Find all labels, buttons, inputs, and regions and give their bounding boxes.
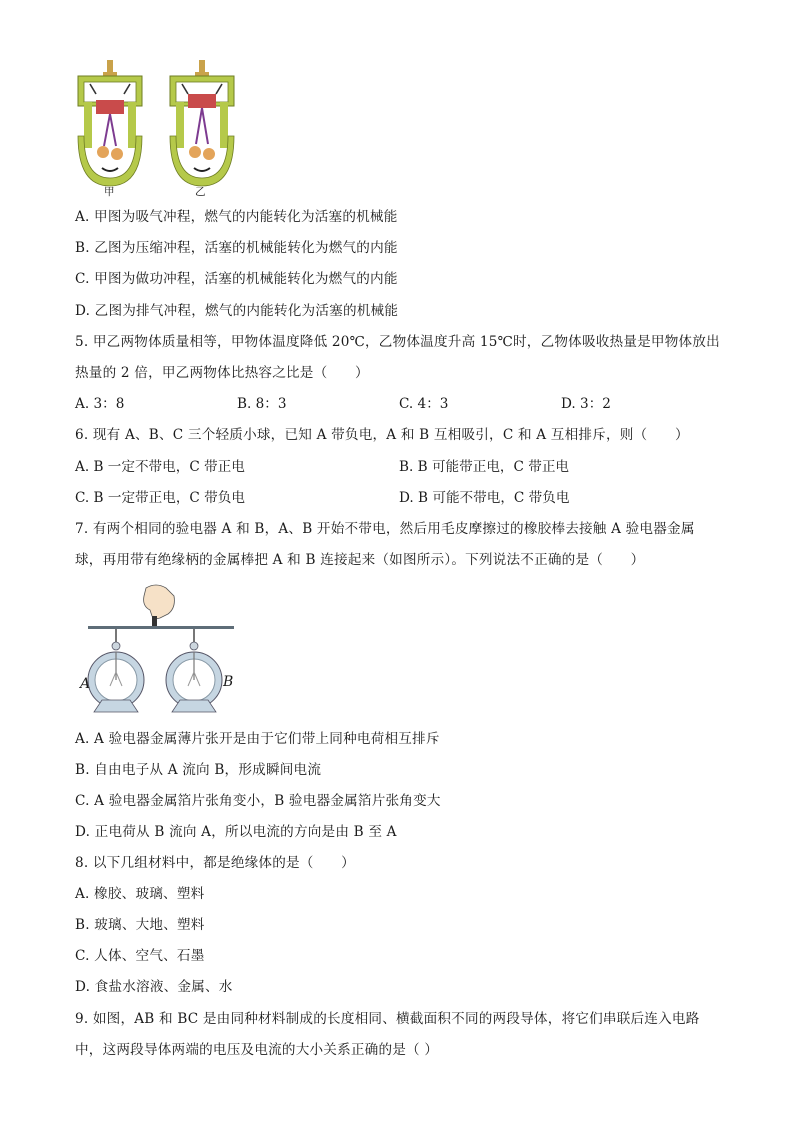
q5-option-b: B. 8：3 — [237, 396, 287, 412]
q7-option-d: D. 正电荷从 B 流向 A，所以电流的方向是由 B 至 A — [75, 824, 397, 840]
q6-option-c: C. B 一定带正电，C 带负电 — [75, 490, 245, 506]
q9-stem-line2: 中，这两段导体两端的电压及电流的大小关系正确的是（ ） — [75, 1042, 439, 1058]
q7-option-c: C. A 验电器金属箔片张角变小，B 验电器金属箔片张角变大 — [75, 793, 441, 809]
q5-stem-line2: 热量的 2 倍，甲乙两物体比热容之比是（ ） — [75, 365, 369, 381]
electroscope-a — [88, 629, 144, 712]
metal-rod — [88, 626, 234, 629]
q7-option-b: B. 自由电子从 A 流向 B，形成瞬间电流 — [75, 762, 322, 778]
electroscope-b — [166, 629, 222, 712]
q8-option-c: C. 人体、空气、石墨 — [75, 948, 205, 964]
q6-options-row2 — [75, 488, 725, 508]
electroscope-figure — [80, 582, 240, 718]
q5-option-a: A. 3：8 — [75, 396, 125, 412]
q4-option-d: D. 乙图为排气冲程，燃气的内能转化为活塞的机械能 — [75, 303, 399, 319]
electroscope-label-b: B — [223, 674, 234, 690]
q6-option-a: A. B 一定不带电，C 带正电 — [75, 459, 245, 475]
engine-jia — [78, 60, 142, 186]
engine-stroke-figure — [70, 58, 240, 188]
q8-option-a: A. 橡胶、玻璃、塑料 — [75, 886, 205, 902]
q6-options-row1 — [75, 457, 725, 477]
q7-option-a: A. A 验电器金属薄片张开是由于它们带上同种电荷相互排斥 — [75, 731, 440, 747]
q8-option-b: B. 玻璃、大地、塑料 — [75, 917, 205, 933]
q8-stem: 8. 以下几组材料中，都是绝缘体的是（ ） — [75, 855, 355, 871]
q7-stem-line2: 球，再用带有绝缘柄的金属棒把 A 和 B 连接起来（如图所示）。下列说法不正确的是（ ） — [75, 552, 645, 568]
q7-stem-line1: 7. 有两个相同的验电器 A 和 B，A、B 开始不带电，然后用毛皮摩擦过的橡胶棒去接触 A 验电器金属 — [75, 521, 695, 537]
q8-option-d: D. 食盐水溶液、金属、水 — [75, 979, 233, 995]
engine-yi — [170, 60, 234, 186]
figure-caption-yi: 乙 — [195, 186, 206, 198]
q6-stem: 6. 现有 A、B、C 三个轻质小球，已知 A 带负电，A 和 B 互相吸引，C 和 A 互相排斥，则（ ） — [75, 427, 689, 443]
q5-option-d: D. 3：2 — [561, 396, 611, 412]
q5-option-c: C. 4：3 — [399, 396, 449, 412]
q6-option-b: B. B 可能带正电，C 带正电 — [399, 459, 570, 475]
q4-option-b: B. 乙图为压缩冲程，活塞的机械能转化为燃气的内能 — [75, 240, 398, 256]
q4-option-c: C. 甲图为做功冲程，活塞的机械能转化为燃气的内能 — [75, 271, 398, 287]
q6-option-d: D. B 可能不带电，C 带负电 — [399, 490, 570, 506]
q4-option-a: A. 甲图为吸气冲程，燃气的内能转化为活塞的机械能 — [75, 209, 398, 225]
q5-options — [75, 394, 725, 414]
q5-stem-line1: 5. 甲乙两物体质量相等，甲物体温度降低 20℃，乙物体温度升高 15℃时，乙物体吸收热量是甲物体放出 — [75, 334, 720, 350]
electroscope-label-a: A — [80, 676, 91, 692]
q9-stem-line1: 9. 如图，AB 和 BC 是由同种材料制成的长度相同、横截面积不同的两段导体，将它们串联后连入电路 — [75, 1011, 700, 1027]
hand-icon — [144, 585, 175, 628]
figure-caption-jia: 甲 — [104, 186, 115, 198]
